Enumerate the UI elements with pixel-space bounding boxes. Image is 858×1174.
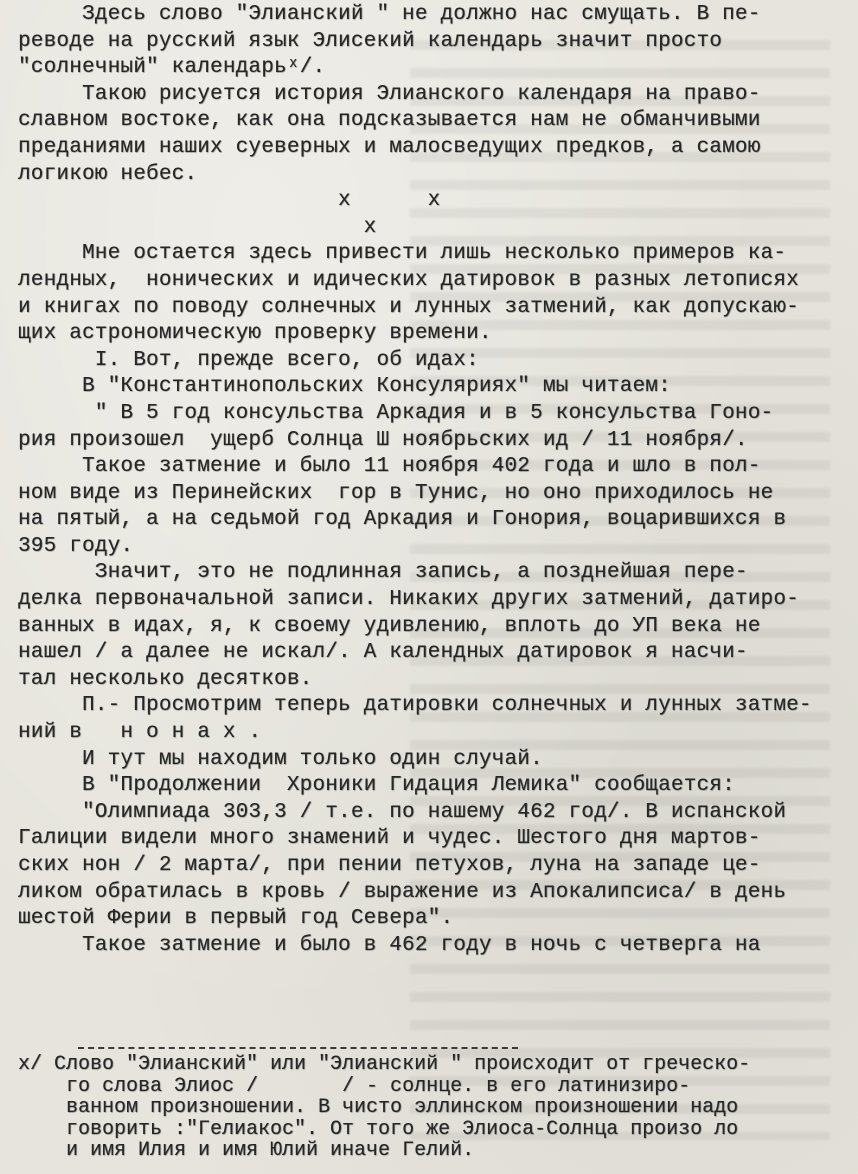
text-line: славном востоке, как она подсказывается нам не обманчивыми — [18, 109, 761, 133]
text-line: логикою небес. — [18, 162, 198, 186]
text-line: шестой Ферии в первый год Севера". — [18, 907, 454, 931]
text-line: В "Продолжении Хроники Гидация Лемика" сообщается: — [18, 774, 735, 798]
text-line: Такое затмение и было 11 ноября 402 года и шло в пол- — [18, 455, 761, 479]
text-line: 395 году. — [18, 534, 134, 558]
text-line: ликом обратилась в кровь / выражение из Апокалипсиса/ в день — [18, 880, 787, 904]
text-line: Мне остается здесь привести лишь несколько примеров ка- — [18, 242, 787, 266]
footnote-line: го слова Элиос / / - солнце. в его латинизиро- — [18, 1074, 691, 1098]
footnote-line: говорить :"Гелиакос". От того же Элиоса-Солнца произо ло — [18, 1117, 739, 1141]
text-line: "солнечный" календарьˣ/. — [18, 56, 326, 80]
text-line: Значит, это не подлинная запись, а позднейшая пере- — [18, 561, 748, 585]
footnote-line: х/ Слово "Элианский" или "Элианский " происходит от греческо- — [18, 1053, 751, 1076]
text-line: "Олимпиада 303,3 / т.е. по нашему 462 год/. В испанской — [18, 800, 787, 824]
text-line: ном виде из Перинейских гор в Тунис, но оно приходилось не — [18, 481, 774, 505]
text-line: Галиции видели много знамений и чудес. Шестого дня мартов- — [18, 827, 761, 851]
footnote — [18, 1044, 848, 1162]
text-line: I. Вот, прежде всего, об идах: — [18, 348, 479, 372]
text-line: и книгах по поводу солнечных и лунных затмений, как допускаю- — [18, 295, 799, 319]
text-line: лендных, нонических и идических датировок в разных летописях — [18, 268, 799, 292]
text-line: ванных в идах, я, к своему удивлению, вплоть до УП века не — [18, 614, 761, 638]
text-line: Такое затмение и было в 462 году в ночь с четверга на — [18, 933, 761, 957]
text-line: П.- Просмотрим теперь датировки солнечных и лунных затме- — [18, 694, 812, 718]
main-text — [18, 2, 848, 959]
footnote-line: и имя Илия и имя Юлий иначе Гелий. — [18, 1139, 475, 1162]
text-line: преданиями наших суеверных и малосведущих предков, а самою — [18, 135, 761, 159]
footnote-line: ванном произношении. В чисто эллинском произношении надо — [18, 1096, 739, 1119]
text-line: делка первоначальной записи. Никаких других затмений, датиро- — [18, 588, 799, 612]
text-line: щих астрономическую проверку времени. — [18, 322, 492, 346]
text-line: рия произошел ущерб Солнца Ш ноябрьских ид / 11 ноября/. — [18, 428, 748, 452]
text-line: на пятый, а на седьмой год Аркадия и Гонория, воцарившихся в — [18, 508, 787, 532]
text-line: И тут мы находим только один случай. — [18, 747, 543, 771]
text-line: Такою рисуется история Элианского календаря на право- — [18, 82, 761, 106]
text-line: " В 5 год консульства Аркадия и в 5 консульства Гоно- — [18, 401, 774, 425]
text-line: тал несколько десятков. — [18, 667, 313, 691]
section-divider-marks: х х — [18, 189, 441, 213]
text-line: Здесь слово "Элианский " не должно нас смущать. В пе- — [18, 3, 761, 26]
section-divider-marks: х — [18, 215, 377, 239]
text-line: ний в н о н а х . — [18, 721, 262, 745]
text-line: ских нон / 2 марта/, при пении петухов, луна на западе це- — [18, 854, 761, 877]
text-line: реводе на русский язык Элисекий календарь значит просто — [18, 29, 723, 53]
text-line: В "Константинопольских Консуляриях" мы читаем: — [18, 375, 671, 399]
text-line: нашел / а далее не искал/. А календных датировок я насчи- — [18, 641, 748, 665]
